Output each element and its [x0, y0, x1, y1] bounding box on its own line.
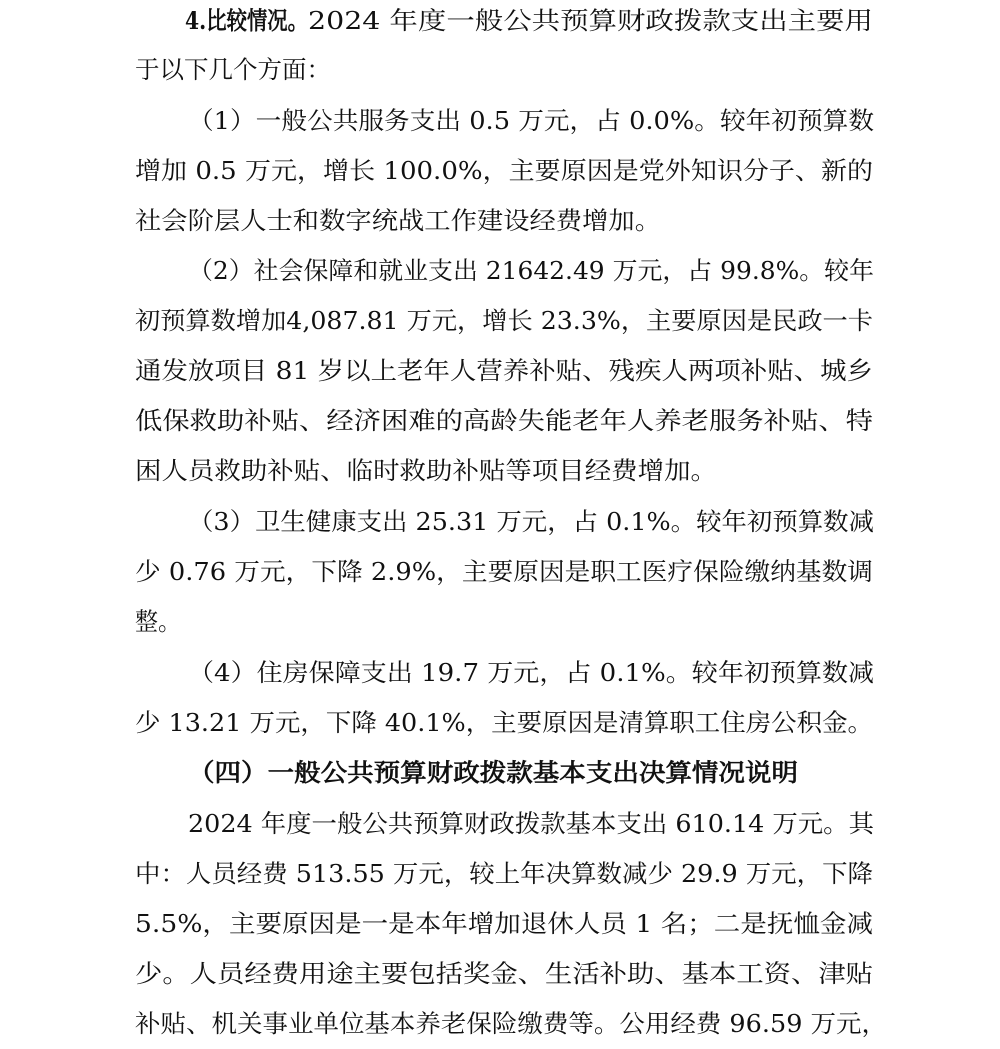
- section-heading: 4.比较情况。: [185, 6, 308, 35]
- text-line: [0, 698, 1000, 748]
- paragraph-text: 补贴、机关事业单位基本养老保险缴费等。公用经费 96.59 万元，: [135, 1009, 887, 1038]
- list-item-text: 通发放项目 81 岁以上老年人营养补贴、残疾人两项补贴、城乡: [135, 356, 873, 385]
- text-line: [0, 648, 1000, 698]
- text-line: [0, 949, 1000, 999]
- text-line: [0, 146, 1000, 196]
- paragraph-text: 少。人员经费用途主要包括奖金、生活补助、基本工资、津贴: [135, 959, 873, 988]
- list-item-text: 整。: [135, 607, 181, 636]
- text-line: [0, 0, 1000, 46]
- text-line: [0, 849, 1000, 899]
- text-line: [0, 196, 1000, 246]
- text-line: [0, 246, 1000, 296]
- paragraph-text: 2024 年度一般公共预算财政拨款支出主要用: [308, 6, 873, 35]
- text-line: [0, 597, 1000, 647]
- text-line: [0, 45, 1000, 95]
- text-line: [0, 497, 1000, 547]
- text-line: [0, 346, 1000, 396]
- list-item-text: 增加 0.5 万元，增长 100.0%，主要原因是党外知识分子、新的: [135, 156, 873, 185]
- text-line: [0, 748, 1000, 798]
- list-item-text: （3）卫生健康支出 25.31 万元，占 0.1%。较年初预算数减: [188, 507, 874, 536]
- text-line: [0, 547, 1000, 597]
- text-line: [0, 799, 1000, 849]
- text-line: [0, 296, 1000, 346]
- paragraph-text: 于以下几个方面：: [135, 55, 331, 84]
- text-line: [0, 396, 1000, 446]
- list-item-text: 低保救助补贴、经济困难的高龄失能老年人养老服务补贴、特: [135, 406, 873, 435]
- list-item-text: 少 13.21 万元，下降 40.1%，主要原因是清算职工住房公积金。: [135, 708, 873, 737]
- text-line: [0, 446, 1000, 496]
- list-item-text: （1）一般公共服务支出 0.5 万元，占 0.0%。较年初预算数: [188, 106, 874, 135]
- list-item-text: （2）社会保障和就业支出 21642.49 万元，占 99.8%。较年: [188, 256, 874, 285]
- text-line: [0, 999, 1000, 1049]
- paragraph-text: 2024 年度一般公共预算财政拨款基本支出 610.14 万元。其: [188, 809, 874, 838]
- paragraph-text: 中：人员经费 513.55 万元，较上年决算数减少 29.9 万元，下降: [135, 859, 873, 888]
- list-item-text: （4）住房保障支出 19.7 万元，占 0.1%。较年初预算数减: [188, 658, 874, 687]
- list-item-text: 少 0.76 万元，下降 2.9%，主要原因是职工医疗保险缴纳基数调: [135, 557, 874, 586]
- section-heading: （四）一般公共预算财政拨款基本支出决算情况说明: [188, 758, 798, 787]
- list-item-text: 初预算数增加4,087.81 万元，增长 23.3%，主要原因是民政一卡: [135, 306, 873, 335]
- text-line: [0, 899, 1000, 949]
- paragraph-text: 5.5%，主要原因是一是本年增加退休人员 1 名；二是抚恤金减: [135, 909, 873, 938]
- text-line: [0, 96, 1000, 146]
- list-item-text: 社会阶层人士和数字统战工作建设经费增加。: [135, 206, 661, 235]
- list-item-text: 困人员救助补贴、临时救助补贴等项目经费增加。: [135, 456, 717, 485]
